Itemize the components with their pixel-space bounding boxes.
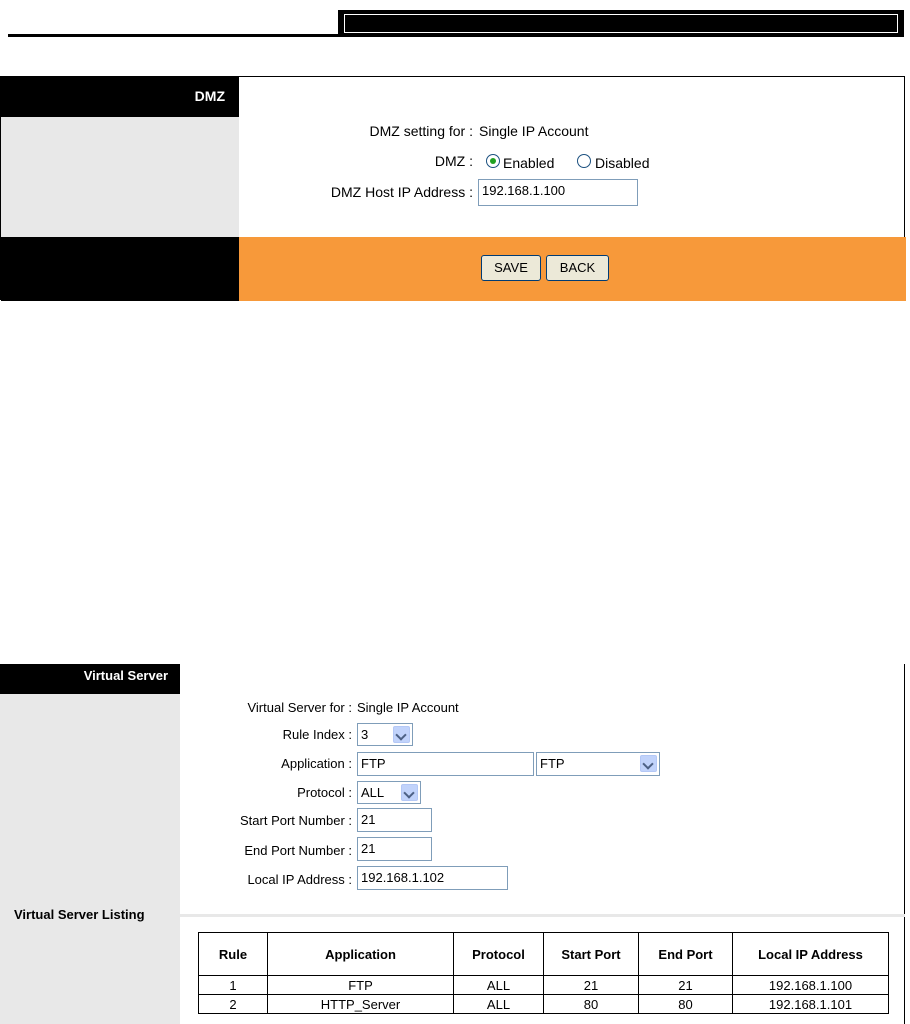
cell-start-port: 21 [544,976,639,995]
header-bar-frame [344,14,898,33]
local-ip-label: Local IP Address : [247,872,352,887]
cell-start-port: 80 [544,995,639,1014]
vs-sidebar-body [0,694,180,1024]
chevron-down-icon[interactable] [401,784,418,801]
chevron-down-icon[interactable] [640,755,657,772]
vs-for-label: Virtual Server for : [247,700,352,715]
header-divider [8,34,338,37]
vs-sidebar-title: Virtual Server [83,668,168,683]
cell-rule: 1 [199,976,268,995]
vs-listing-title: Virtual Server Listing [14,907,145,922]
protocol-label: Protocol : [297,785,352,800]
application-input[interactable]: FTP [357,752,534,776]
dmz-host-label: DMZ Host IP Address : [330,184,473,200]
dmz-disabled-label[interactable]: Disabled [595,155,650,171]
col-application: Application [268,933,454,976]
table-row [199,995,889,1014]
cell-local-ip: 192.168.1.100 [733,976,889,995]
cell-application: HTTP_Server [268,995,454,1014]
dmz-host-ip-input[interactable]: 192.168.1.100 [478,179,638,206]
dmz-sidebar-title: DMZ [194,88,225,104]
vs-for-value: Single IP Account [357,700,459,715]
rule-index-label: Rule Index : [282,727,352,742]
save-button[interactable]: SAVE [481,255,541,281]
dmz-action-bar [239,237,906,301]
dmz-disabled-radio[interactable] [577,154,591,168]
dmz-sidebar-header [1,77,239,117]
rule-index-value: 3 [361,727,369,742]
protocol-value: ALL [361,785,385,800]
dmz-sidebar-footer [1,237,239,301]
vs-sidebar-header [0,664,180,694]
cell-end-port: 21 [639,976,733,995]
cell-rule: 2 [199,995,268,1014]
vs-listing-table [198,932,889,1014]
cell-application: FTP [268,976,454,995]
end-port-label: End Port Number : [244,843,352,858]
start-port-input[interactable]: 21 [357,808,432,832]
table-header-row [199,933,889,976]
application-select-value: FTP [540,756,565,771]
dmz-setting-value: Single IP Account [479,123,589,139]
col-local-ip: Local IP Address [733,933,889,976]
end-port-input[interactable]: 21 [357,837,432,861]
cell-protocol: ALL [454,995,544,1014]
local-ip-input[interactable]: 192.168.1.102 [357,866,508,890]
start-port-label: Start Port Number : [240,813,352,828]
cell-local-ip: 192.168.1.101 [733,995,889,1014]
dmz-setting-label: DMZ setting for : [369,123,473,139]
rule-index-select[interactable] [357,723,413,746]
back-button[interactable]: BACK [546,255,609,281]
application-label: Application : [281,756,352,771]
dmz-enabled-label[interactable]: Enabled [503,155,555,171]
dmz-panel [0,76,905,300]
cell-protocol: ALL [454,976,544,995]
col-rule: Rule [199,933,268,976]
protocol-select[interactable] [357,781,421,804]
application-select[interactable] [536,752,660,776]
col-protocol: Protocol [454,933,544,976]
table-row [199,976,889,995]
vs-separator [180,914,905,917]
cell-end-port: 80 [639,995,733,1014]
col-start-port: Start Port [544,933,639,976]
col-end-port: End Port [639,933,733,976]
chevron-down-icon[interactable] [393,726,410,743]
dmz-label: DMZ : [434,153,473,169]
dmz-sidebar-body [1,117,239,237]
dmz-enabled-radio[interactable] [486,154,500,168]
